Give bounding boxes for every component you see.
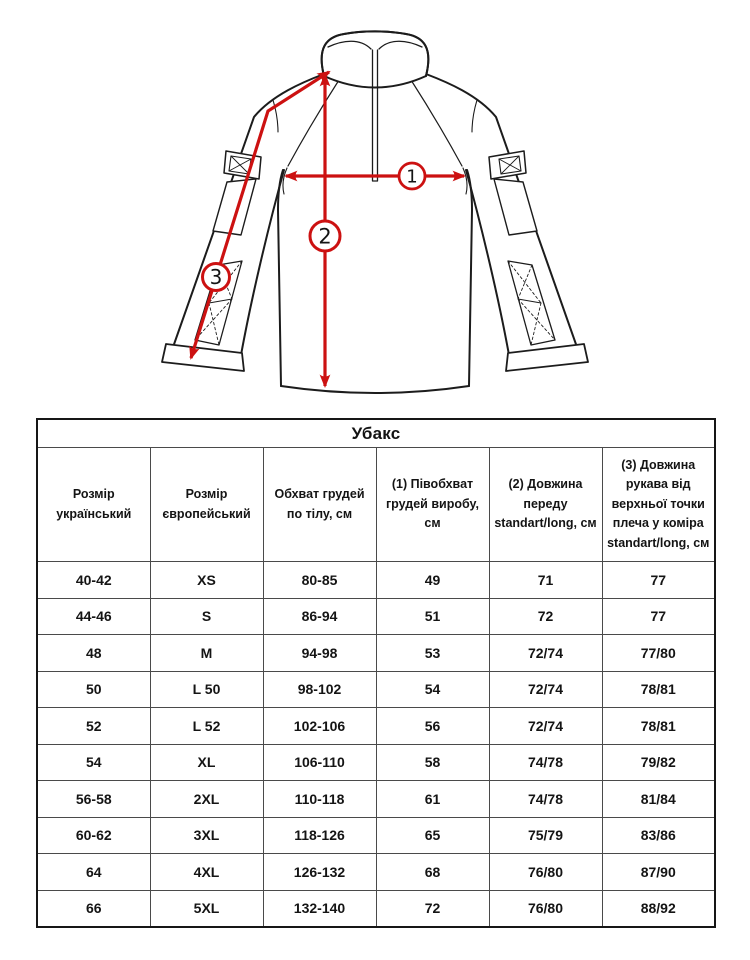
torso-fill: [278, 75, 472, 393]
table-cell: 77: [602, 562, 715, 599]
header-size-ukrainian: Розмір український: [37, 448, 150, 562]
table-row: [37, 598, 715, 635]
header-sleeve-length: (3) Довжина рукава від верхньої точки плеча у коміра standart/long, см: [602, 448, 715, 562]
table-cell: 77: [602, 598, 715, 635]
measure-marker-2: [310, 221, 340, 251]
table-cell: 106-110: [263, 744, 376, 781]
table-cell: 72: [489, 598, 602, 635]
table-row: [37, 781, 715, 818]
table-cell: 61: [376, 781, 489, 818]
table-cell: 64: [37, 854, 150, 891]
table-cell: 66: [37, 890, 150, 927]
measure-marker-1: [399, 163, 425, 189]
table-cell: 76/80: [489, 890, 602, 927]
table-cell: 5XL: [150, 890, 263, 927]
table-cell: 58: [376, 744, 489, 781]
marker-1-label: 1: [406, 166, 418, 188]
table-cell: 75/79: [489, 817, 602, 854]
table-cell: 4XL: [150, 854, 263, 891]
table-cell: XS: [150, 562, 263, 599]
table-row: [37, 744, 715, 781]
table-cell: 54: [37, 744, 150, 781]
table-cell: 53: [376, 635, 489, 672]
table-row: [37, 562, 715, 599]
table-cell: 68: [376, 854, 489, 891]
header-front-length: (2) Довжина переду standart/long, см: [489, 448, 602, 562]
table-cell: 72/74: [489, 671, 602, 708]
table-row: [37, 817, 715, 854]
table-cell: 74/78: [489, 781, 602, 818]
table-cell: 86-94: [263, 598, 376, 635]
table-cell: 87/90: [602, 854, 715, 891]
table-row: [37, 635, 715, 672]
table-cell: L 50: [150, 671, 263, 708]
table-cell: 77/80: [602, 635, 715, 672]
shirt-drawing: [162, 31, 588, 393]
table-cell: 51: [376, 598, 489, 635]
table-cell: 50: [37, 671, 150, 708]
table-cell: 88/92: [602, 890, 715, 927]
table-cell: 83/86: [602, 817, 715, 854]
table-cell: 79/82: [602, 744, 715, 781]
measure-marker-3: [203, 264, 230, 291]
table-cell: 3XL: [150, 817, 263, 854]
table-cell: 60-62: [37, 817, 150, 854]
size-table-body: [37, 419, 715, 927]
table-title-row: [37, 419, 715, 448]
table-cell: 72/74: [489, 708, 602, 745]
header-chest-girth-body: Обхват грудей по тілу, см: [263, 448, 376, 562]
table-cell: 110-118: [263, 781, 376, 818]
size-table: [36, 418, 716, 928]
table-cell: M: [150, 635, 263, 672]
table-cell: 98-102: [263, 671, 376, 708]
table-cell: 72: [376, 890, 489, 927]
table-title: Убакс: [37, 419, 715, 448]
table-cell: 2XL: [150, 781, 263, 818]
table-cell: 94-98: [263, 635, 376, 672]
table-cell: 44-46: [37, 598, 150, 635]
table-cell: L 52: [150, 708, 263, 745]
table-cell: S: [150, 598, 263, 635]
table-cell: 72/74: [489, 635, 602, 672]
shirt-measurement-diagram: [0, 0, 750, 418]
table-cell: 56-58: [37, 781, 150, 818]
table-cell: 76/80: [489, 854, 602, 891]
marker-3-label: 3: [209, 265, 223, 289]
table-cell: 65: [376, 817, 489, 854]
table-cell: 132-140: [263, 890, 376, 927]
table-row: [37, 854, 715, 891]
collar: [322, 31, 429, 87]
table-cell: 126-132: [263, 854, 376, 891]
table-cell: 40-42: [37, 562, 150, 599]
header-half-chest-product: (1) Півобхват грудей виробу, см: [376, 448, 489, 562]
table-cell: 74/78: [489, 744, 602, 781]
table-cell: 52: [37, 708, 150, 745]
table-cell: 56: [376, 708, 489, 745]
table-cell: 54: [376, 671, 489, 708]
table-row: [37, 708, 715, 745]
table-header-row: [37, 448, 715, 562]
table-cell: 78/81: [602, 671, 715, 708]
table-cell: 71: [489, 562, 602, 599]
table-cell: XL: [150, 744, 263, 781]
table-cell: 81/84: [602, 781, 715, 818]
table-cell: 118-126: [263, 817, 376, 854]
table-cell: 49: [376, 562, 489, 599]
marker-2-label: 2: [318, 224, 332, 249]
table-cell: 80-85: [263, 562, 376, 599]
table-cell: 102-106: [263, 708, 376, 745]
table-row: [37, 671, 715, 708]
header-size-european: Розмір європейський: [150, 448, 263, 562]
table-cell: 48: [37, 635, 150, 672]
table-row: [37, 890, 715, 927]
table-cell: 78/81: [602, 708, 715, 745]
